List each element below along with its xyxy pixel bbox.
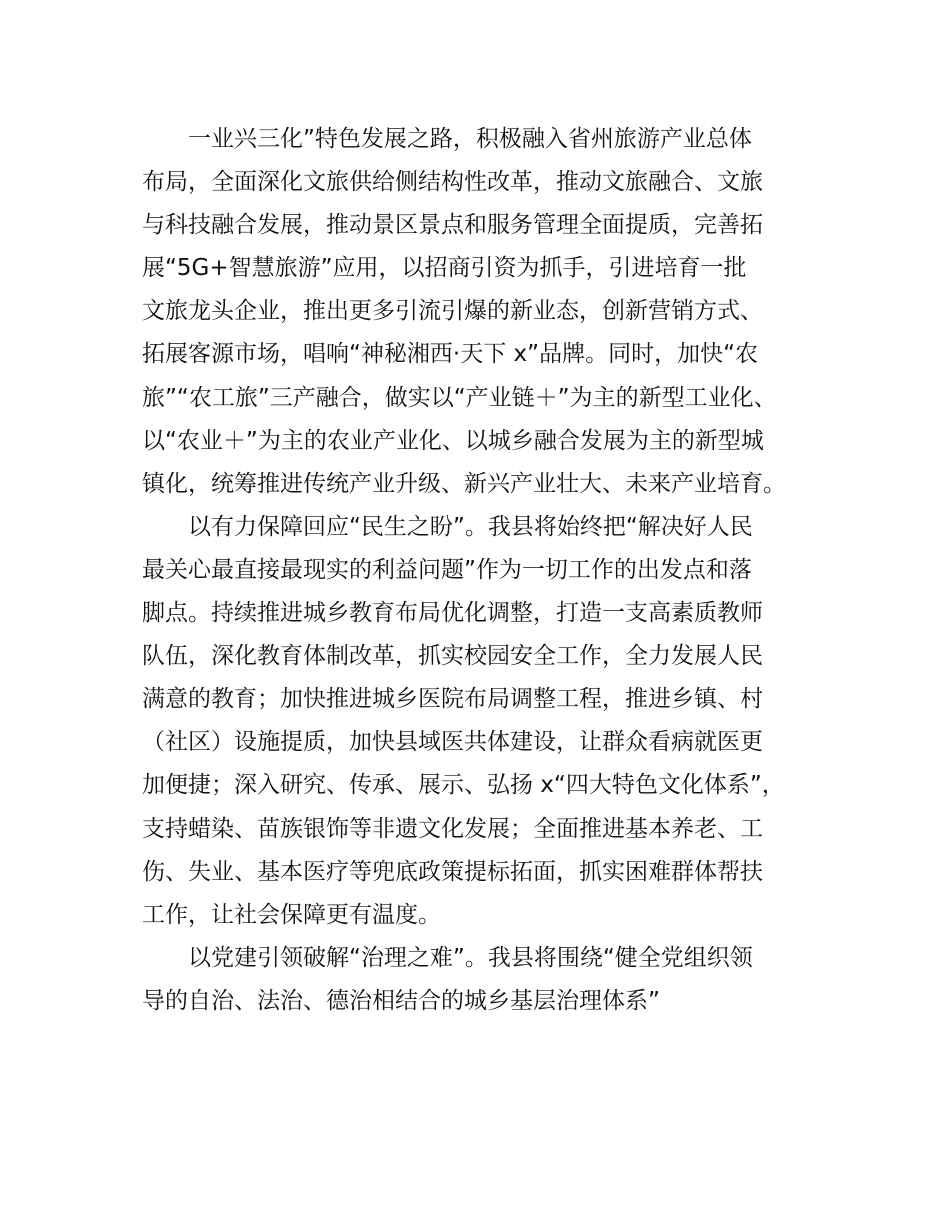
paragraph [142, 506, 832, 937]
text-line: 支持蜡染、苗族银饰等非遗文化发展；全面推进基本养老、工 [142, 815, 763, 842]
text-line: 以党建引领破解“治理之难”。我县将围绕“健全党组织领 [188, 944, 753, 971]
text-line: （社区）设施提质，加快县域医共体建设，让群众看病就医更 [142, 729, 763, 756]
text-line: 伤、失业、基本医疗等兜底政策提标拓面，抓实困难群体帮扶 [142, 858, 763, 885]
document-body [142, 118, 832, 1023]
text-line: 旅”“农工旅”三产融合，做实以“产业链＋”为主的新型工业化、 [142, 384, 777, 411]
text-line: 布局，全面深化文旅供给侧结构性改革，推动文旅融合、文旅 [142, 169, 763, 196]
text-line: 以“农业＋”为主的农业产业化、以城乡融合发展为主的新型城 [142, 427, 764, 454]
text-line: 以有力保障回应“民生之盼”。我县将始终把“解决好人民 [188, 513, 753, 540]
text-line: 拓展客源市场，唱响“神秘湘西·天下 x”品牌。同时，加快“农 [142, 341, 758, 368]
text-line: 镇化，统筹推进传统产业升级、新兴产业壮大、未来产业培育。 [142, 470, 786, 497]
text-line: 队伍，深化教育体制改革，抓实校园安全工作，全力发展人民 [142, 643, 763, 670]
text-line: 文旅龙头企业，推出更多引流引爆的新业态，创新营销方式、 [142, 298, 763, 325]
text-line: 与科技融合发展，推动景区景点和服务管理全面提质，完善拓 [142, 212, 763, 239]
text-line: 一业兴三化”特色发展之路，积极融入省州旅游产业总体 [188, 126, 752, 152]
text-line: 脚点。持续推进城乡教育布局优化调整，打造一支高素质教师 [142, 600, 763, 627]
paragraph [142, 118, 832, 506]
text-line: 展“5G+智慧旅游”应用，以招商引资为抓手，引进培育一批 [142, 255, 747, 282]
paragraph [142, 937, 832, 1023]
text-line: 工作，让社会保障更有温度。 [142, 901, 441, 928]
text-line: 满意的教育；加快推进城乡医院布局调整工程，推进乡镇、村 [142, 686, 763, 713]
text-line: 加便捷；深入研究、传承、展示、弘扬 x“四大特色文化体系”， [142, 772, 785, 799]
text-line: 最关心最直接最现实的利益问题”作为一切工作的出发点和落 [142, 556, 752, 583]
text-line: 导的自治、法治、德治相结合的城乡基层治理体系” [142, 987, 660, 1014]
